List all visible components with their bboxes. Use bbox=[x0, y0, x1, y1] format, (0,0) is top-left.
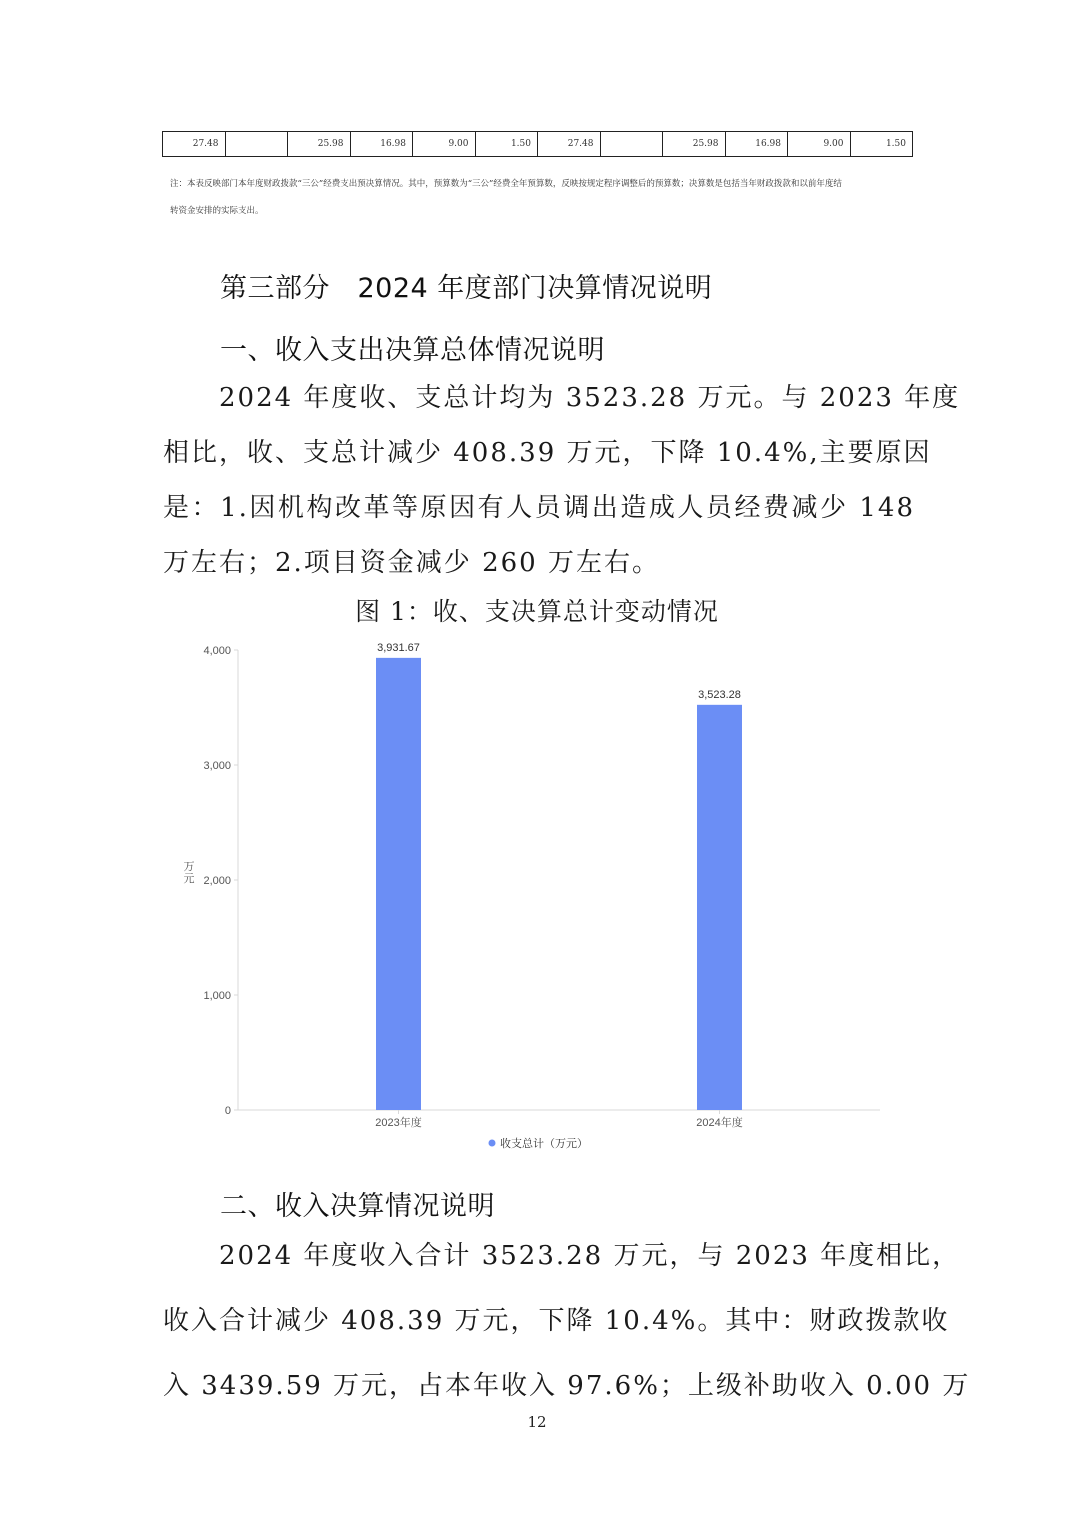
y-axis-label: 元 bbox=[183, 873, 195, 885]
table-note-line-2: 转资金安排的实际支出。 bbox=[170, 206, 264, 216]
table-cell: 25.98 bbox=[663, 132, 726, 157]
paragraph-line: 入 3439.59 万元，占本年收入 97.6%；上级补助收入 0.00 万 bbox=[163, 1371, 971, 1401]
section-2-paragraph bbox=[163, 1224, 971, 1419]
x-tick-label: 2024年度 bbox=[696, 1117, 743, 1129]
table-cell: 1.50 bbox=[475, 132, 538, 157]
table-cell: 9.00 bbox=[788, 132, 851, 157]
table-cell bbox=[225, 132, 288, 157]
paragraph-line: 万左右；2.项目资金减少 260 万左右。 bbox=[163, 548, 660, 578]
paragraph-line: 相比，收、支总计减少 408.39 万元，下降 10.4%,主要原因 bbox=[163, 438, 932, 468]
table-note-line-1: 注：本表反映部门本年度财政拨款“三公”经费支出预决算情况。其中，预算数为“三公”经费全年预算数，反映按规定程序调整后的预算数；决算数是包括当年财政拨款和以前年度结 bbox=[170, 179, 842, 189]
page-number: 12 bbox=[527, 1413, 547, 1431]
y-axis-label: 万 bbox=[183, 861, 195, 873]
table-cell: 16.98 bbox=[350, 132, 413, 157]
table-row bbox=[163, 132, 913, 157]
y-tick-label: 3,000 bbox=[203, 760, 231, 772]
table-cell: 25.98 bbox=[288, 132, 351, 157]
x-tick-label: 2023年度 bbox=[375, 1117, 422, 1129]
part-heading: 第三部分 2024 年度部门决算情况说明 bbox=[220, 273, 713, 304]
y-tick-label: 2,000 bbox=[203, 875, 231, 887]
table-cell bbox=[600, 132, 663, 157]
section-2-heading: 二、收入决算情况说明 bbox=[220, 1191, 495, 1222]
bar-2023年度 bbox=[376, 658, 421, 1110]
section-1-heading: 一、收入支出决算总体情况说明 bbox=[220, 335, 605, 366]
bar-2024年度 bbox=[697, 705, 742, 1110]
y-tick-label: 1,000 bbox=[203, 990, 231, 1002]
bar-data-label: 3,931.67 bbox=[377, 641, 420, 654]
income-expense-bar-chart bbox=[170, 630, 900, 1160]
table-cell: 27.48 bbox=[163, 132, 226, 157]
table-cell: 27.48 bbox=[538, 132, 601, 157]
table-cell: 9.00 bbox=[413, 132, 476, 157]
table-cell: 16.98 bbox=[725, 132, 788, 157]
paragraph-line: 2024 年度收、支总计均为 3523.28 万元。与 2023 年度 bbox=[163, 383, 961, 413]
paragraph-line: 2024 年度收入合计 3523.28 万元，与 2023 年度相比， bbox=[163, 1241, 961, 1271]
figure-title: 图 1：收、支决算总计变动情况 bbox=[355, 597, 719, 626]
y-tick-label: 4,000 bbox=[203, 645, 231, 657]
table-cell: 1.50 bbox=[850, 132, 913, 157]
legend-label: 收支总计（万元） bbox=[500, 1138, 588, 1150]
three-public-expense-table bbox=[162, 131, 913, 157]
paragraph-line: 是：1.因机构改革等原因有人员调出造成人员经费减少 148 bbox=[163, 493, 915, 523]
paragraph-line: 收入合计减少 408.39 万元，下降 10.4%。其中：财政拨款收 bbox=[163, 1306, 950, 1336]
legend-marker bbox=[489, 1140, 496, 1147]
section-1-paragraph bbox=[163, 371, 961, 591]
y-tick-label: 0 bbox=[224, 1105, 231, 1117]
bar-data-label: 3,523.28 bbox=[698, 688, 741, 701]
